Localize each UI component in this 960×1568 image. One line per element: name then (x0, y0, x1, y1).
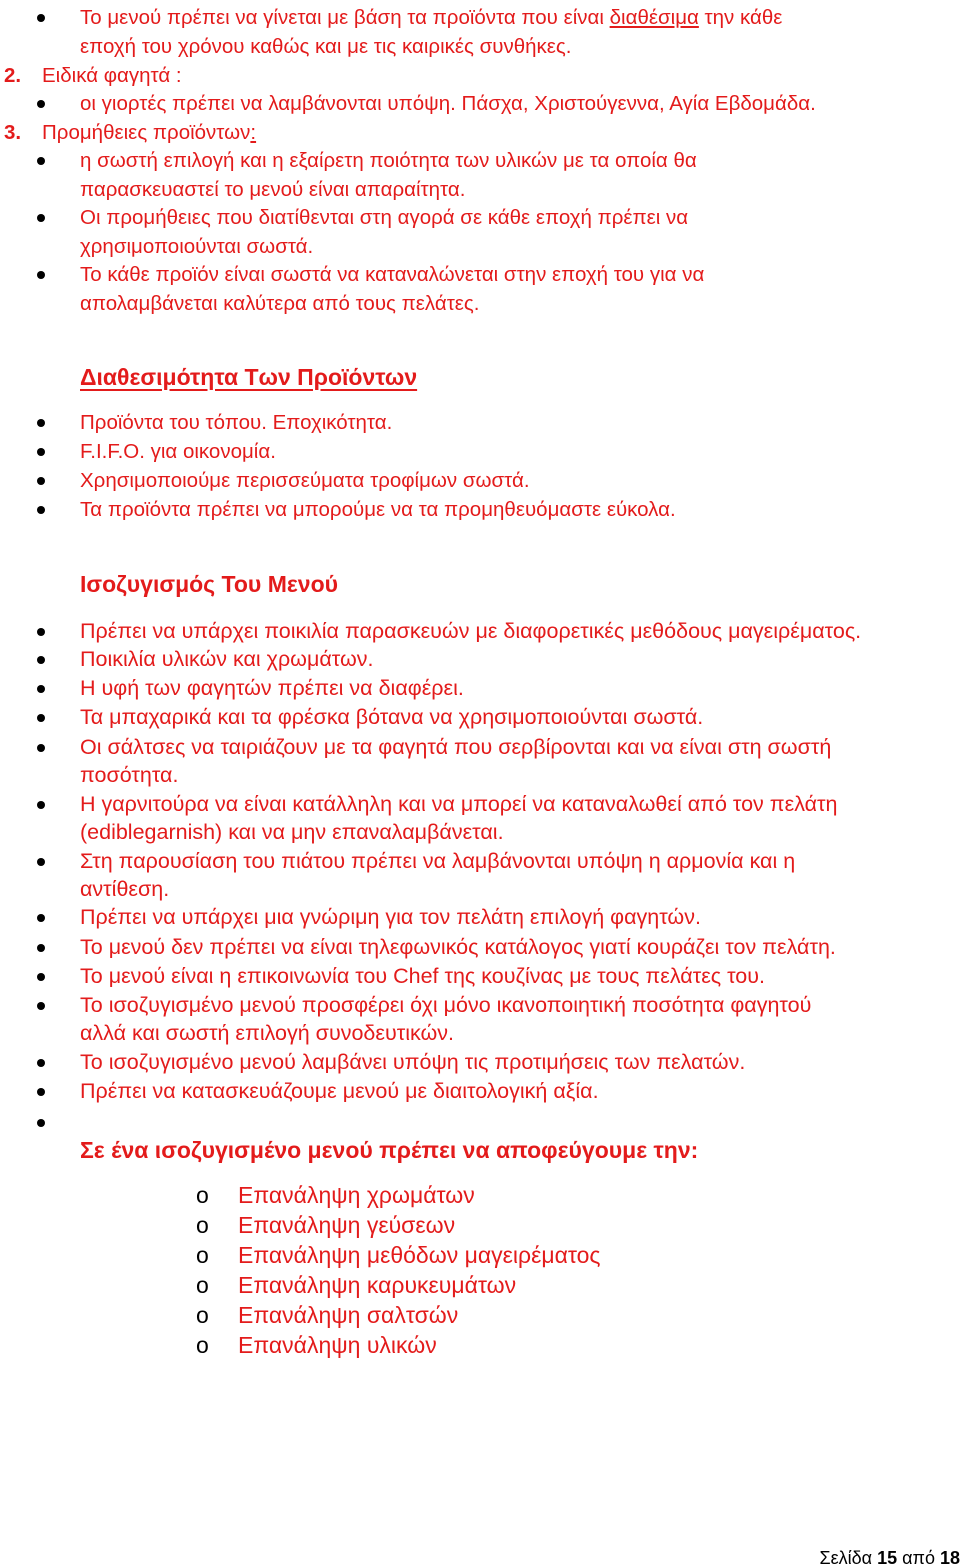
bullet-dot (37, 744, 45, 752)
circle-bullet-icon: o (196, 1302, 209, 1328)
circle-bullet-icon: o (196, 1272, 209, 1298)
list-item: η σωστή επιλογή και η εξαίρετη ποιότητα των υλικών με τα οποία θα παρασκευαστεί το μενού είναι απαραίτητα. (80, 149, 697, 201)
list-item: Το μενού δεν πρέπει να είναι τηλεφωνικός κατάλογος γιατί κουράζει τον πελάτη. (80, 935, 836, 959)
bullet-dot (37, 477, 45, 485)
list-item: Οι σάλτσες να ταιριάζουν με τα φαγητά που σερβίρονται και να είναι στη σωστή ποσότητα. (80, 735, 832, 787)
bullet-dot (37, 506, 45, 514)
list-item: Στη παρουσίαση του πιάτου πρέπει να λαμβάνονται υπόψη η αρμονία και η αντίθεση. (80, 849, 796, 901)
avoid-item: Επανάληψη μεθόδων μαγειρέματος (238, 1242, 601, 1268)
list-item: F.I.F.O. για οικονομία. (80, 440, 276, 463)
bullet-dot (37, 14, 45, 22)
list-item: Το ισοζυγισμένο μενού προσφέρει όχι μόνο ικανοποιητική ποσότητα φαγητού αλλά και σωστή επιλογή συνοδευτικών. (80, 993, 812, 1045)
list-item: Το μενού είναι η επικοινωνία του Chef της κουζίνας με τους πελάτες του. (80, 964, 765, 988)
list-item: Το μενού πρέπει να γίνεται με βάση τα προϊόντα που είναι διαθέσιμα την κάθε εποχή του χρόνου καθώς και με τις καιρικές συνθήκες. (80, 6, 783, 58)
bullet-dot (37, 419, 45, 427)
bullet-dot (37, 628, 45, 636)
bullet-dot (37, 448, 45, 456)
list-item: Πρέπει να υπάρχει ποικιλία παρασκευών με διαφορετικές μεθόδους μαγειρέματος. (80, 619, 862, 643)
list-item: Πρέπει να υπάρχει μια γνώριμη για τον πελάτη επιλογή φαγητών. (80, 905, 701, 929)
bullet-dot (37, 714, 45, 722)
avoid-item: Επανάληψη σαλτσών (238, 1302, 459, 1328)
bullet-dot (37, 685, 45, 693)
bullet-dot (37, 944, 45, 952)
bullet-dot (37, 1002, 45, 1010)
list-item: Πρέπει να κατασκευάζουμε μενού με διαιτολογική αξία. (80, 1079, 599, 1103)
section-title: Προμήθειες προϊόντων: (42, 121, 257, 144)
underlined-word: διαθέσιμα (609, 6, 699, 29)
avoid-item: Επανάληψη καρυκευμάτων (238, 1272, 517, 1298)
bullet-dot (37, 1119, 45, 1127)
circle-bullet-icon: o (196, 1242, 209, 1268)
list-item: Το κάθε προϊόν είναι σωστά να καταναλώνεται στην εποχή του για να απολαμβάνεται καλύτερα από τους πελάτες. (80, 263, 705, 315)
bullet-dot (37, 157, 45, 165)
section-number: 2. (4, 64, 22, 87)
bullet-dot (37, 973, 45, 981)
bullet-dot (37, 1059, 45, 1067)
list-item: Η υφή των φαγητών πρέπει να διαφέρει. (80, 676, 464, 700)
avoid-item: Επανάληψη υλικών (238, 1332, 437, 1358)
bullet-dot (37, 100, 45, 108)
circle-bullet-icon: o (196, 1332, 209, 1358)
avoid-heading: Σε ένα ισοζυγισμένο μενού πρέπει να αποφεύγουμε την: (80, 1137, 699, 1163)
avoid-item: Επανάληψη χρωμάτων (238, 1182, 475, 1208)
bullet-dot (37, 656, 45, 664)
list-item: Χρησιμοποιούμε περισσεύματα τροφίμων σωστά. (80, 469, 530, 492)
list-item: Τα προϊόντα πρέπει να μπορούμε να τα προμηθευόμαστε εύκολα. (80, 498, 676, 521)
list-item: Προϊόντα του τόπου. Εποχικότητα. (80, 411, 393, 434)
list-item: Ποικιλία υλικών και χρωμάτων. (80, 647, 374, 671)
bullet-dot (37, 1088, 45, 1096)
list-item: Το ισοζυγισμένο μενού λαμβάνει υπόψη τις προτιμήσεις των πελατών. (80, 1050, 746, 1074)
bullet-dot (37, 271, 45, 279)
list-item: οι γιορτές πρέπει να λαμβάνονται υπόψη. Πάσχα, Χριστούγεννα, Αγία Εβδομάδα. (80, 92, 816, 115)
bullet-dot (37, 914, 45, 922)
page-footer: Σελίδα 15 από 18 (819, 1548, 960, 1568)
page-number: 15 (877, 1548, 898, 1568)
availability-heading: Διαθεσιμότητα Των Προϊόντων (80, 364, 418, 390)
circle-bullet-icon: o (196, 1212, 209, 1238)
list-item: Οι προμήθειες που διατίθενται στη αγορά σε κάθε εποχή πρέπει να χρησιμοποιούνται σωστά. (80, 206, 689, 258)
avoid-item: Επανάληψη γεύσεων (238, 1212, 456, 1238)
list-item: Η γαρνιτούρα να είναι κατάλληλη και να μπορεί να καταναλωθεί από τον πελάτη (ediblegarnish) και να μην επαναλαμβάνεται. (80, 792, 838, 844)
bullet-dot (37, 858, 45, 866)
list-item: Τα μπαχαρικά και τα φρέσκα βότανα να χρησιμοποιούνται σωστά. (80, 705, 704, 729)
balance-heading: Ισοζυγισμός Του Μενού (80, 571, 339, 597)
page-total: 18 (939, 1548, 960, 1568)
section-number: 3. (4, 121, 22, 144)
bullet-dot (37, 801, 45, 809)
circle-bullet-icon: o (196, 1182, 209, 1208)
bullet-dot (37, 214, 45, 222)
section-title: Ειδικά φαγητά : (42, 64, 182, 87)
